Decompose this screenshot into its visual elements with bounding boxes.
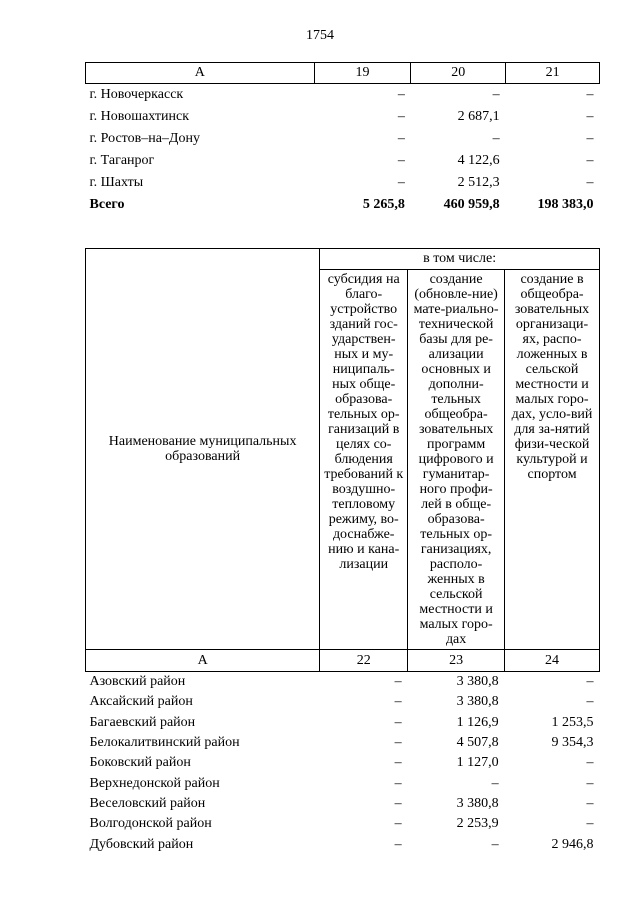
total-20: 460 959,8 (443, 197, 500, 212)
cell-22: – (394, 714, 402, 730)
cell-19: – (397, 109, 405, 124)
cell-19: – (397, 87, 405, 102)
table-row (86, 753, 600, 773)
header-row-1 (86, 249, 600, 270)
row-name: Белокалитвинский район (89, 735, 240, 751)
row-name: Азовский район (89, 674, 186, 690)
row-name: г. Ростов–на–Дону (89, 131, 200, 146)
cell-22: – (394, 836, 402, 852)
table-row (86, 834, 600, 854)
cell-23: 2 253,9 (456, 816, 499, 832)
table-row (86, 172, 600, 194)
total-21: 198 383,0 (537, 197, 594, 212)
code-22: 22 (320, 650, 408, 672)
row-name: Багаевский район (89, 714, 196, 730)
column-code-row (86, 650, 600, 672)
cell-23: – (491, 836, 499, 852)
cell-20: 4 122,6 (457, 153, 500, 168)
row-name: Веселовский район (89, 795, 206, 811)
row-name: г. Новочеркасск (89, 87, 184, 102)
cell-24: – (586, 795, 594, 811)
cell-22: – (394, 795, 402, 811)
row-name: Дубовский район (89, 836, 194, 852)
cell-24: 1 253,5 (551, 714, 594, 730)
cell-23: 1 127,0 (456, 755, 499, 771)
header-col-19: 19 (314, 63, 411, 84)
row-name: Аксайский район (89, 694, 193, 710)
cell-22: – (394, 735, 402, 751)
table-row (86, 814, 600, 834)
cell-21: – (586, 131, 594, 146)
cell-24: 2 946,8 (551, 836, 594, 852)
table-row (86, 150, 600, 172)
code-a: А (86, 650, 320, 672)
cell-24: 9 354,3 (551, 735, 594, 751)
table-row (86, 672, 600, 693)
table-row (86, 713, 600, 733)
cell-20: 2 512,3 (457, 175, 500, 190)
cell-22: – (394, 816, 402, 832)
table-row (86, 84, 600, 107)
cell-24: – (586, 816, 594, 832)
header-col-23: создание (обновле-ние) мате-риально-технической базы для ре-ализации основных и дополни-тельных общеобра-зовательных программ цифрового и гуманитар-ного профи-лей в обще-образова-тельных ор-ганизациях, располо-женных в сельской местности и малых горо-дах (408, 270, 505, 650)
cell-21: – (586, 153, 594, 168)
cell-23: 3 380,8 (456, 674, 499, 690)
cell-22: – (394, 694, 402, 710)
header-col-20: 20 (411, 63, 506, 84)
cell-22: – (394, 755, 402, 771)
cell-22: – (394, 775, 402, 791)
table-row (86, 692, 600, 712)
header-col-a: А (86, 63, 315, 84)
table-row (86, 773, 600, 793)
header-col-24: создание в общеобра-зовательных организаци-ях, распо-ложенных в сельской местности и малых горо-дах, усло-вий для за-нятий физи-ческой культурой и спортом (505, 270, 600, 650)
table-row (86, 106, 600, 128)
cell-19: – (397, 175, 405, 190)
cell-24: – (586, 755, 594, 771)
header-col-21: 21 (506, 63, 600, 84)
table-bottom (85, 248, 600, 855)
cell-20: 2 687,1 (457, 109, 500, 124)
cell-23: 3 380,8 (456, 694, 499, 710)
cell-23: – (491, 775, 499, 791)
cell-24: – (586, 674, 594, 690)
code-24: 24 (505, 650, 600, 672)
cell-21: – (586, 109, 594, 124)
cell-20: – (492, 131, 500, 146)
page-number: 1754 (306, 28, 334, 43)
cell-19: – (397, 153, 405, 168)
row-name: г. Таганрог (89, 153, 155, 168)
header-col-22: субсидия на благо-устройство зданий гос-ударствен-ных и му-ниципаль-ных обще-образова-тельных ор-ганизаций в целях со-блюдения требований к воздушно-тепловому режиму, во-доснабже-нию и кана-лизации (320, 270, 408, 650)
total-19: 5 265,8 (362, 197, 405, 212)
table-row (86, 794, 600, 814)
cell-20: – (492, 87, 500, 102)
row-name: г. Новошахтинск (89, 109, 190, 124)
table-top (85, 62, 600, 216)
row-name: Волгодонской район (89, 816, 212, 832)
cell-24: – (586, 694, 594, 710)
cell-19: – (397, 131, 405, 146)
row-name: Верхнедонской район (89, 775, 220, 791)
table-row (86, 733, 600, 753)
row-name: Боковский район (89, 755, 191, 771)
row-name: г. Шахты (89, 175, 144, 190)
table-row (86, 128, 600, 150)
table-header-row (86, 63, 600, 84)
cell-23: 1 126,9 (456, 714, 499, 730)
cell-21: – (586, 87, 594, 102)
cell-23: 4 507,8 (456, 735, 499, 751)
cell-21: – (586, 175, 594, 190)
cell-23: 3 380,8 (456, 795, 499, 811)
cell-22: – (394, 674, 402, 690)
total-label: Всего (89, 197, 125, 212)
total-row (86, 194, 600, 216)
code-23: 23 (408, 650, 505, 672)
header-municipality-name: Наименование муниципальных образований (86, 249, 320, 650)
header-including: в том числе: (320, 249, 600, 270)
cell-24: – (586, 775, 594, 791)
